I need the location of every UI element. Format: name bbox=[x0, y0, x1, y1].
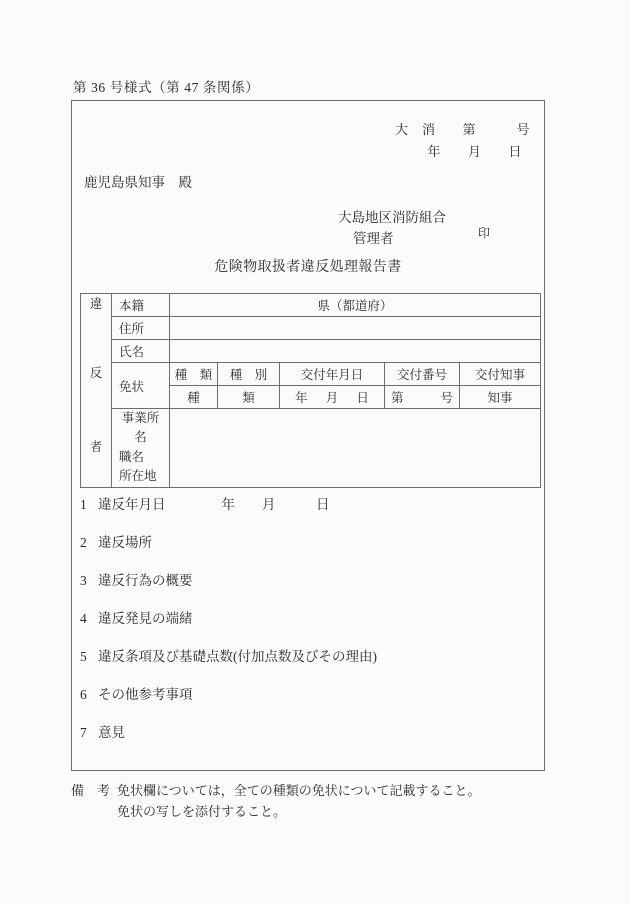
value-business-block[interactable] bbox=[170, 409, 541, 488]
list-item bbox=[80, 569, 530, 607]
value-honseki[interactable]: 県（都道府） bbox=[170, 294, 541, 317]
table-row bbox=[81, 317, 541, 340]
vertical-label-2: 反 bbox=[81, 363, 112, 386]
remarks-line-2: 免状の写しを添付すること。 bbox=[117, 804, 287, 820]
item-label: 違反年月日 bbox=[98, 497, 166, 512]
label-jusho: 住所 bbox=[112, 317, 170, 340]
license-header-shubetsu: 種 別 bbox=[218, 363, 280, 386]
violator-table bbox=[80, 293, 541, 488]
item-number: 2 bbox=[80, 535, 87, 550]
value-jusho[interactable] bbox=[170, 317, 541, 340]
license-value-governor[interactable]: 知事 bbox=[460, 386, 541, 409]
list-item bbox=[80, 721, 530, 759]
label-business-block: 事業所名 職名 所在地 bbox=[112, 409, 170, 488]
item-label: 違反発見の端緒 bbox=[98, 611, 193, 626]
remarks-line-1 bbox=[71, 780, 480, 801]
table-row bbox=[81, 363, 541, 386]
label-menjo: 免状 bbox=[112, 363, 170, 409]
remarks-label: 備 考 bbox=[71, 783, 111, 798]
form-frame bbox=[71, 100, 545, 771]
license-value-shurui[interactable]: 種 bbox=[170, 386, 218, 409]
license-value-number[interactable]: 第 号 bbox=[385, 386, 460, 409]
list-item bbox=[80, 531, 530, 569]
label-shimei: 氏名 bbox=[112, 340, 170, 363]
issuing-role: 管理者 bbox=[353, 231, 394, 246]
item-number: 1 bbox=[80, 497, 87, 512]
table-row bbox=[81, 294, 541, 317]
issuing-organization: 大島地区消防組合 bbox=[338, 210, 446, 225]
document-number: 大 消 第 号 bbox=[394, 122, 530, 137]
item-label: 違反行為の概要 bbox=[98, 573, 193, 588]
item-number: 6 bbox=[80, 687, 87, 702]
item-date-slot[interactable]: 年 月 日 bbox=[221, 497, 330, 512]
document-title: 危険物取扱者違反処理報告書 bbox=[214, 260, 402, 275]
label-honseki: 本籍 bbox=[112, 294, 170, 317]
license-value-shubetsu[interactable]: 類 bbox=[218, 386, 280, 409]
table-row bbox=[81, 409, 541, 488]
item-number: 4 bbox=[80, 611, 87, 626]
vertical-label-spacer-1 bbox=[81, 317, 112, 340]
vertical-label-spacer-2 bbox=[81, 340, 112, 363]
remarks-note bbox=[71, 780, 480, 823]
vertical-label-3: 者 bbox=[81, 409, 112, 488]
item-label: 違反場所 bbox=[98, 535, 152, 550]
list-item bbox=[80, 645, 530, 683]
form-number: 第 36 号様式（第 47 条関係） bbox=[73, 80, 260, 95]
document-date: 年 月 日 bbox=[427, 144, 522, 159]
numbered-items bbox=[80, 493, 530, 759]
list-item bbox=[80, 607, 530, 645]
vertical-label-1: 違 bbox=[81, 294, 112, 317]
item-number: 3 bbox=[80, 573, 87, 588]
item-number: 7 bbox=[80, 725, 87, 740]
item-label: 違反条項及び基礎点数(付加点数及びその理由) bbox=[98, 649, 377, 664]
addressee: 鹿児島県知事 殿 bbox=[84, 175, 192, 190]
list-item bbox=[80, 683, 530, 721]
license-header-date: 交付年月日 bbox=[280, 363, 385, 386]
list-item bbox=[80, 493, 530, 531]
license-header-number: 交付番号 bbox=[385, 363, 460, 386]
license-value-date[interactable]: 年 月 日 bbox=[280, 386, 385, 409]
seal-icon: 印 bbox=[478, 226, 491, 240]
item-label: その他参考事項 bbox=[98, 687, 193, 702]
item-label: 意見 bbox=[98, 725, 125, 740]
table-row bbox=[81, 340, 541, 363]
vertical-label-spacer-3 bbox=[81, 386, 112, 409]
item-number: 5 bbox=[80, 649, 87, 664]
value-shimei[interactable] bbox=[170, 340, 541, 363]
remarks-text-1: 免状欄については，全ての種類の免状について記載すること。 bbox=[117, 783, 481, 798]
license-header-governor: 交付知事 bbox=[460, 363, 541, 386]
license-header-shurui: 種 類 bbox=[170, 363, 218, 386]
